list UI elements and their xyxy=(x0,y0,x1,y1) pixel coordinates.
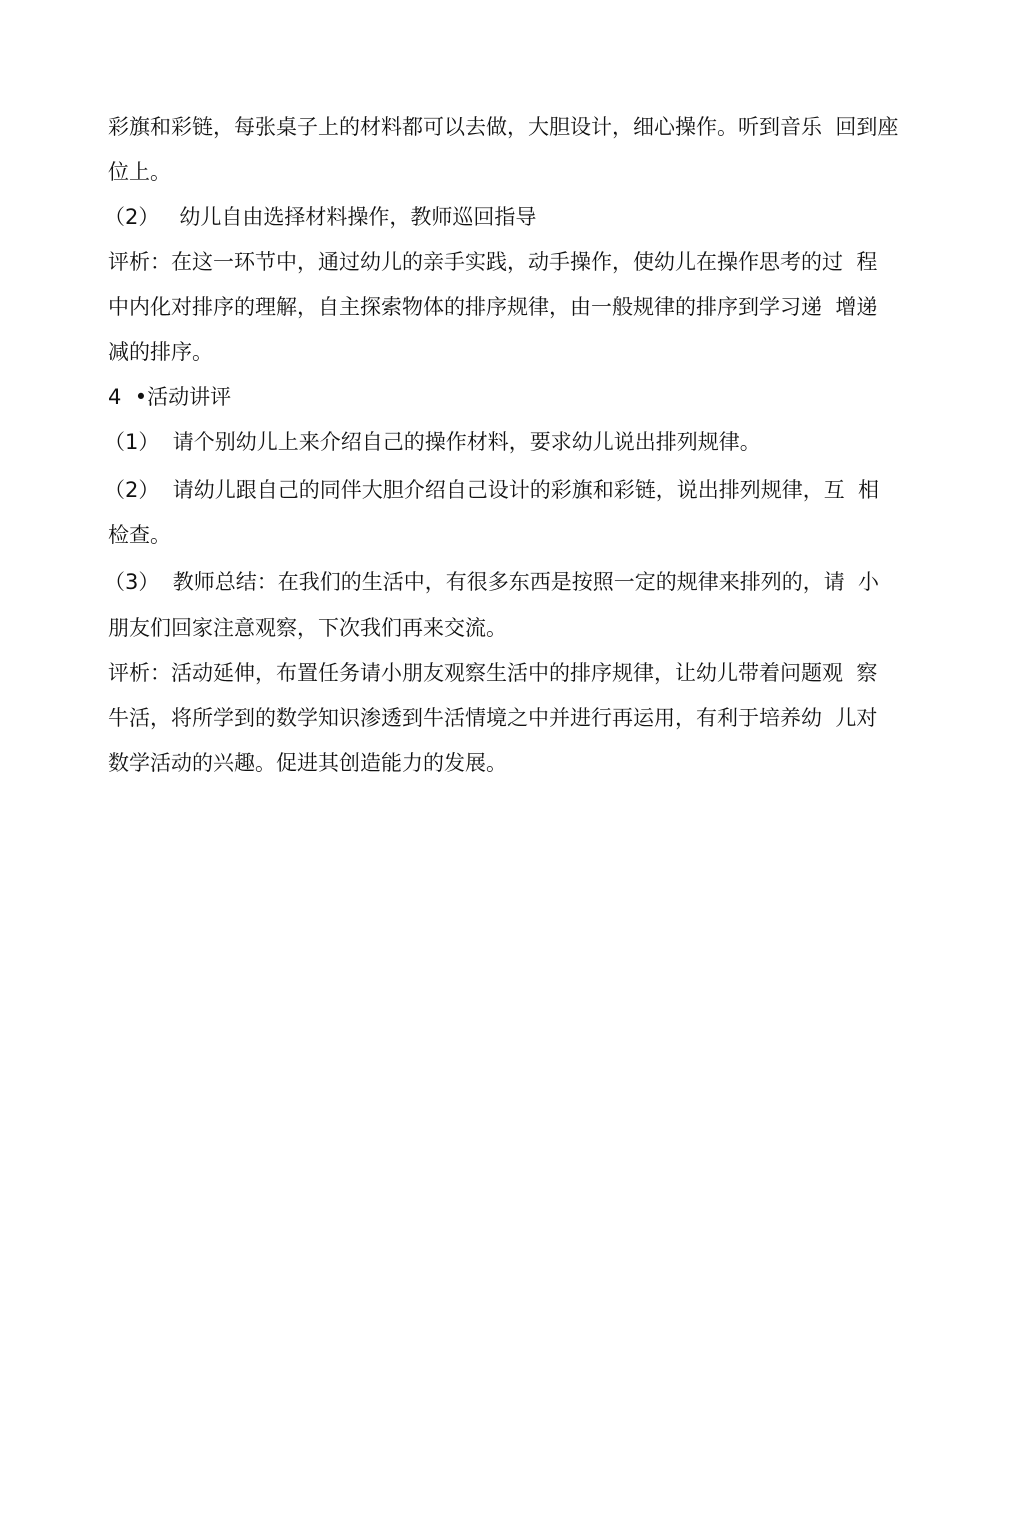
text-line: 评析：活动延伸，布置任务请小朋友观察生活中的排序规律，让幼儿带着问题观 察 xyxy=(108,661,878,685)
section-heading: 4 •活动讲评 xyxy=(108,385,232,409)
text-line: 减的排序。 xyxy=(108,340,213,364)
text-line: 数学活动的兴趣。促进其创造能力的发展。 xyxy=(108,751,507,775)
list-item: （1） 请个别幼儿上来介绍自己的操作材料，要求幼儿说出排列规律。 xyxy=(104,430,761,454)
list-item-heading: （2） 幼儿自由选择材料操作，教师巡回指导 xyxy=(104,205,537,229)
text-line: 检查。 xyxy=(108,523,171,547)
text-line: 中内化对排序的理解，自主探索物体的排序规律，由一般规律的排序到学习递 增递 xyxy=(108,295,878,319)
text-line: 牛活，将所学到的数学知识渗透到牛活情境之中并进行再运用，有利于培养幼 儿对 xyxy=(108,706,878,730)
text-line: 位上。 xyxy=(108,160,171,184)
text-line: 朋友们回家注意观察，下次我们再来交流。 xyxy=(108,616,507,640)
text-line: 彩旗和彩链，每张桌子上的材料都可以去做，大胆设计，细心操作。听到音乐 回到座 xyxy=(108,115,899,139)
text-line: 评析：在这一环节中，通过幼儿的亲手实践，动手操作，使幼儿在操作思考的过 程 xyxy=(108,250,878,274)
list-item: （3） 教师总结：在我们的生活中，有很多东西是按照一定的规律来排列的，请 小 xyxy=(104,570,880,594)
list-item: （2） 请幼儿跟自己的同伴大胆介绍自己设计的彩旗和彩链，说出排列规律，互 相 xyxy=(104,478,880,502)
